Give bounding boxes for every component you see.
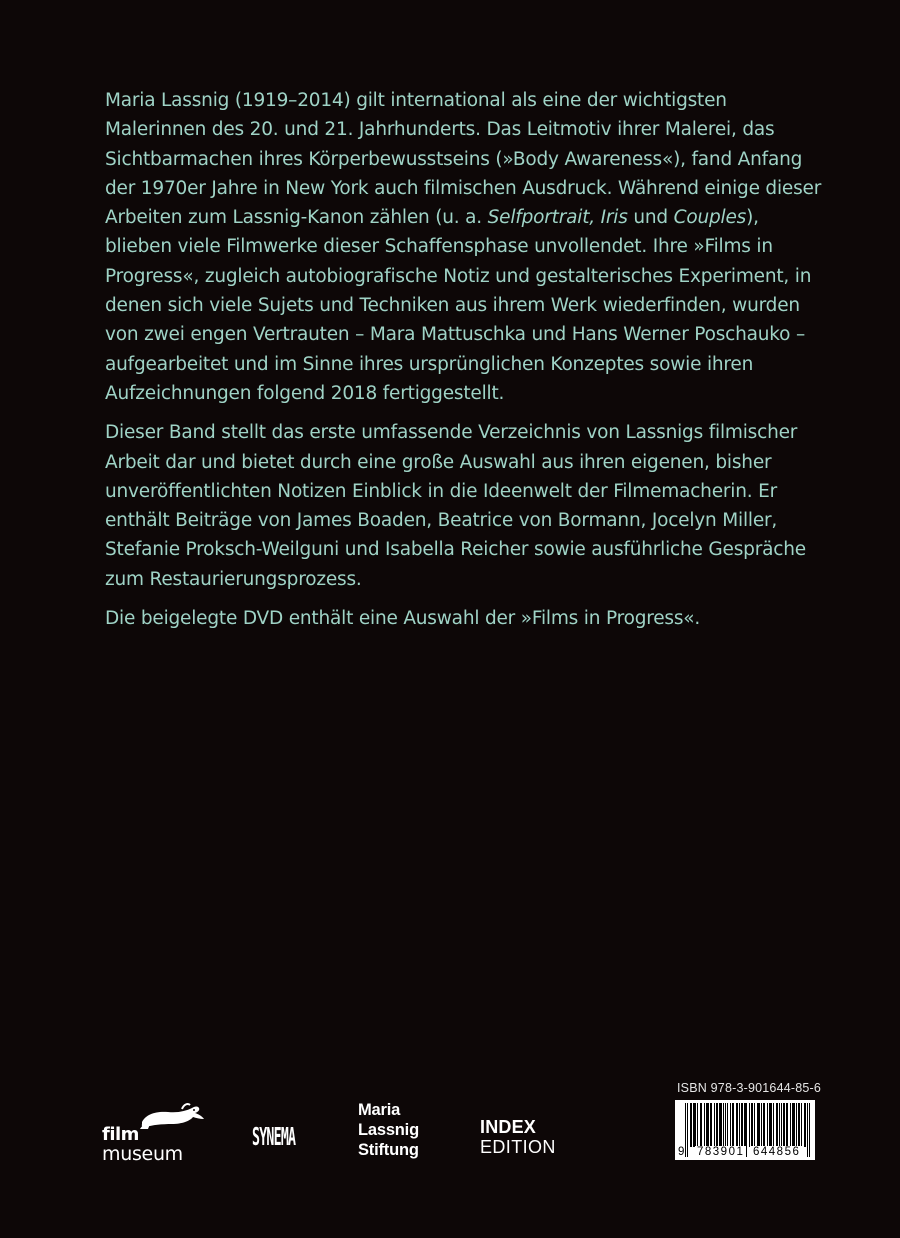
barcode-bar [773, 1103, 774, 1147]
seal-icon [138, 1102, 208, 1130]
filmmuseum-logo-line1: film [102, 1124, 139, 1145]
barcode-digit-first: 9 [678, 1146, 685, 1158]
barcode-bar [809, 1103, 810, 1157]
barcode-bar [787, 1103, 788, 1147]
filmmuseum-logo-line2: museum [102, 1143, 183, 1165]
barcode-bar [777, 1103, 778, 1147]
barcode-bar [758, 1103, 759, 1147]
barcode-bar [708, 1103, 709, 1147]
barcode-bar [790, 1103, 791, 1147]
filmmuseum-logo [100, 1102, 210, 1165]
barcode-bar [745, 1103, 746, 1147]
barcode-bar [695, 1103, 696, 1147]
barcode-bar [711, 1103, 712, 1147]
barcode-bar [805, 1103, 806, 1147]
synema-logo: SYNEMA [252, 1123, 296, 1153]
barcode-bar [744, 1103, 745, 1147]
barcode-digits-left: 783901 [697, 1146, 745, 1158]
index-logo-line1: INDEX [480, 1117, 537, 1137]
barcode-bar [741, 1103, 742, 1147]
barcode-bar [763, 1103, 764, 1147]
barcode-bar [723, 1103, 724, 1147]
barcode-bar [697, 1103, 698, 1147]
barcode-bar [770, 1103, 771, 1147]
barcode-bar [754, 1103, 755, 1147]
barcode-bar [685, 1103, 686, 1157]
barcode-bar [701, 1103, 702, 1147]
barcode-bar [784, 1103, 785, 1147]
barcode-bar [801, 1103, 802, 1147]
barcode-bar [700, 1103, 701, 1147]
back-cover-blurb [105, 86, 825, 643]
barcode-bar [752, 1103, 753, 1147]
blurb-paragraph-2: Dieser Band stellt das erste umfassende Verzeichnis von Lassnigs filmischer Arbeit dar und bietet durch eine große Auswahl aus ihren eigenen, bisher unveröffentlichten Notizen Einblick in die Ideenwelt der Filmemacherin. Er enthält Beiträge von James Boaden, Beatrice von Bormann, Jocelyn Miller, Stefanie Proksch-Weilguni und Isabella Reicher sowie ausführliche Gespräche zum Restaurierungsprozess. [105, 422, 806, 590]
barcode-bar [798, 1103, 799, 1147]
blurb-p1-title1: Selfportrait, Iris [487, 207, 628, 229]
barcode-bar [764, 1103, 765, 1147]
barcode-bar [783, 1103, 784, 1147]
barcode-bar [714, 1103, 715, 1147]
barcode-bar [706, 1103, 707, 1147]
barcode-bar [796, 1103, 797, 1147]
barcode-bar [771, 1103, 772, 1147]
barcode-bar [781, 1103, 782, 1147]
blurb-paragraph-1 [105, 86, 825, 408]
index-edition-logo [480, 1117, 556, 1157]
barcode-bar [736, 1103, 737, 1147]
barcode [675, 1100, 815, 1160]
barcode-bar [730, 1103, 731, 1147]
barcode-bar [807, 1103, 808, 1157]
barcode-bar [691, 1103, 692, 1147]
barcode-bar [725, 1103, 726, 1147]
barcode-bar [799, 1103, 800, 1147]
isbn-number: ISBN 978-3-901644-85-6 [677, 1081, 822, 1095]
barcode-bar [717, 1103, 718, 1147]
barcode-bar [751, 1103, 752, 1147]
barcode-bar [767, 1103, 768, 1147]
barcode-bar [739, 1103, 740, 1147]
barcode-bar [704, 1103, 705, 1147]
maria-lassnig-stiftung-logo [358, 1100, 419, 1160]
isbn-barcode-block [675, 1080, 820, 1162]
barcode-bar [786, 1103, 787, 1147]
barcode-bar [779, 1103, 780, 1147]
stiftung-logo-line3: Stiftung [358, 1141, 419, 1159]
barcode-bar [742, 1103, 743, 1147]
barcode-bar [759, 1103, 760, 1147]
barcode-bar [710, 1103, 711, 1147]
barcode-bar [693, 1103, 694, 1147]
barcode-bar [749, 1103, 750, 1147]
barcode-bar [733, 1103, 734, 1147]
barcode-bar [804, 1103, 805, 1147]
barcode-bar [737, 1103, 738, 1147]
barcode-digits-right: 644856 [753, 1146, 801, 1158]
index-logo-line2: EDITION [480, 1137, 556, 1157]
blurb-p1-part2: und [627, 207, 674, 229]
barcode-bar [757, 1103, 758, 1147]
barcode-bar [769, 1103, 770, 1147]
barcode-bar [793, 1103, 794, 1147]
barcode-bar [690, 1103, 691, 1147]
barcode-bar [716, 1103, 717, 1147]
barcode-bar [792, 1103, 793, 1147]
barcode-bar [694, 1103, 695, 1147]
barcode-bar [719, 1103, 720, 1147]
barcode-bar [720, 1103, 721, 1147]
barcode-bar [707, 1103, 708, 1147]
barcode-bar [727, 1103, 728, 1147]
barcode-bar [761, 1103, 762, 1147]
blurb-p1-title2: Couples [673, 207, 747, 229]
barcode-bar [732, 1103, 733, 1147]
blurb-paragraph-3: Die beigelegte DVD enthält eine Auswahl der »Films in Progress«. [105, 608, 701, 630]
stiftung-logo-line1: Maria [358, 1101, 401, 1119]
barcode-bar [687, 1103, 688, 1157]
barcode-bar [721, 1103, 722, 1147]
blurb-p1-part3: ), blieben viele Filmwerke dieser Schaffensphase unvollendet. Ihre »Films in Progress«, zugleich autobiografische Notiz und gestalterisches Experiment, in denen sich viele Sujets und Techniken aus ihrem Werk wiederfinden, wurden von zwei engen Vertrauten – Mara Mattuschka und Hans Werner Poschauko – aufgearbeitet und im Sinne ihres ursprünglichen Konzeptes sowie ihren Aufzeichnungen folgend 2018 fertiggestellt. [105, 207, 812, 404]
blurb-p1-part1: Maria Lassnig (1919–2014) gilt international als eine der wichtigsten Malerinnen des 20. und 21. Jahrhunderts. Das Leitmotiv ihrer Malerei, das Sichtbarmachen ihres Körperbewusstseins (»Body Awareness«), fand Anfang der 1970er Jahre in New York auch filmischen Ausdruck. Während einige dieser Arbeiten zum Lassnig-Kanon zählen (u. a. [105, 90, 822, 229]
barcode-bar [776, 1103, 777, 1147]
barcode-bar [794, 1103, 795, 1147]
stiftung-logo-line2: Lassnig [358, 1121, 419, 1139]
